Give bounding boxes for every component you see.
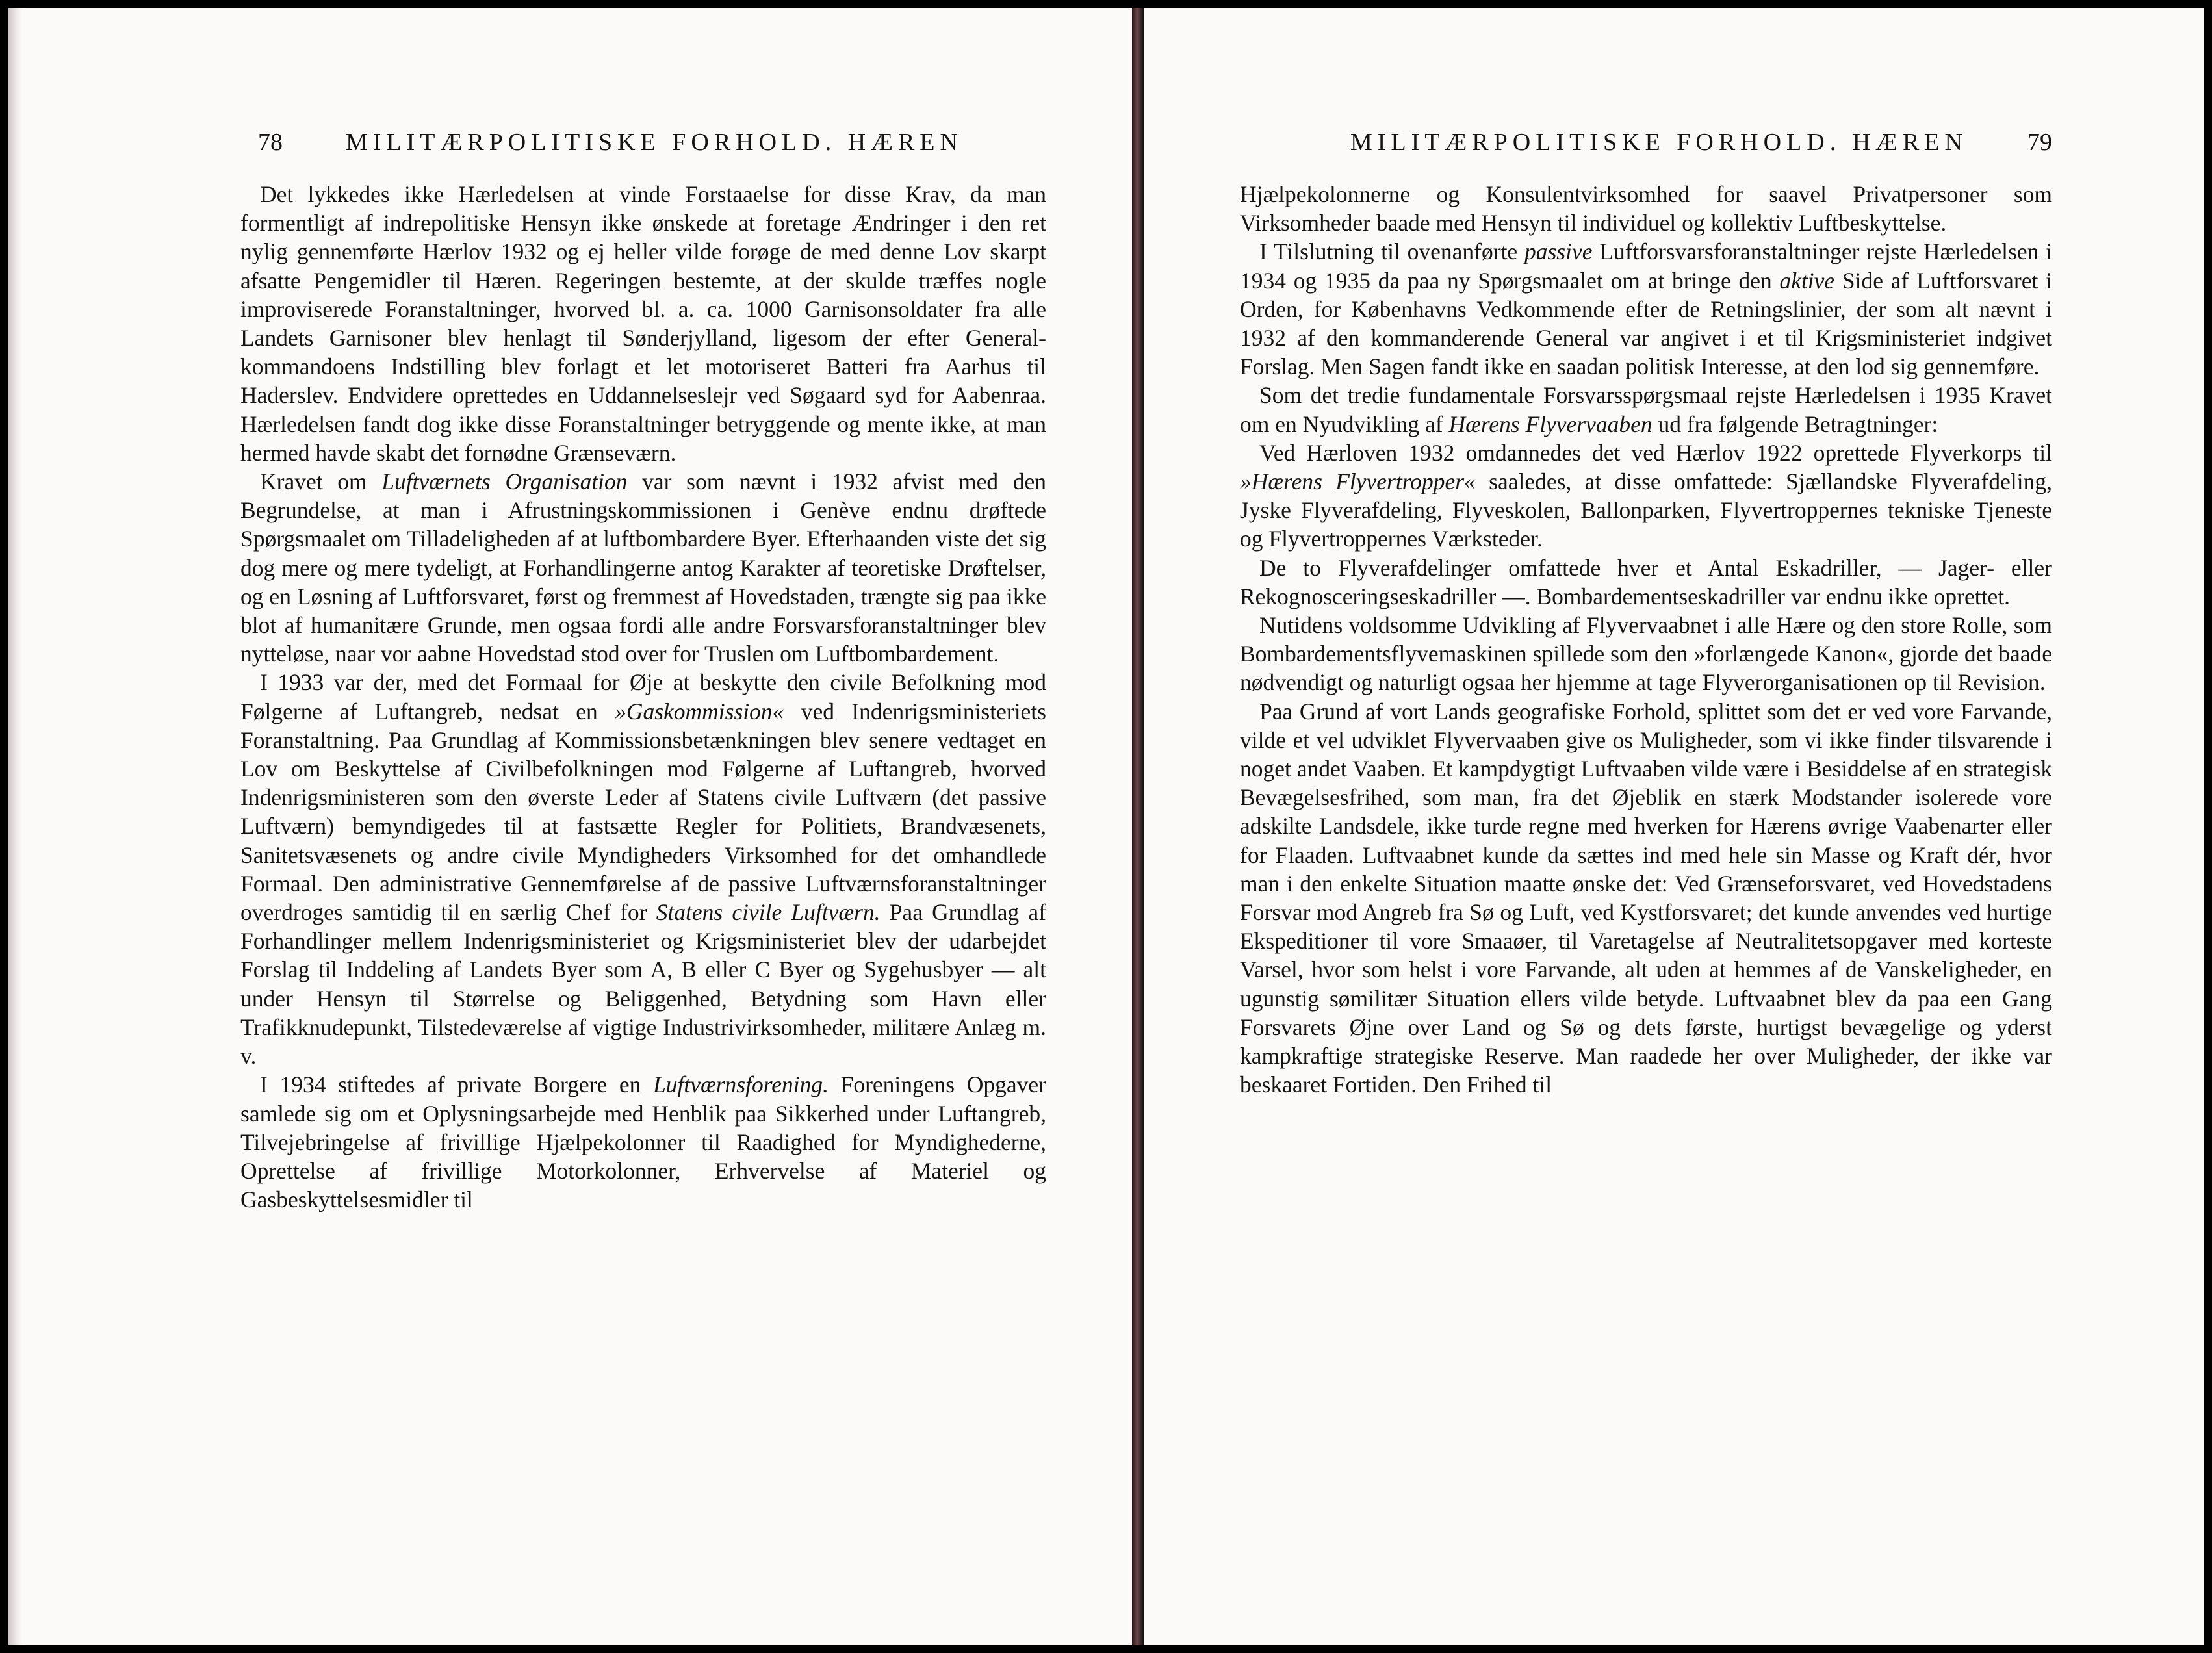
- italic-run: Statens civile Luftværn.: [656, 899, 881, 926]
- text-run: Kravet om: [260, 468, 382, 495]
- paragraph: [240, 668, 1046, 1070]
- body-text: [1240, 180, 2052, 1099]
- text-run: Foreningens Opgaver samlede sig om et Oplysningsarbejde med Henblik paa Sikkerhed under Luftangreb, Tilvejebringelse af frivillige Hjælpekolonner til Raadighed for Myndighederne, Oprettelse af frivillige Motorkolonner, Erhvervelse af Materiel og Gasbeskyttelsesmidler til: [240, 1071, 1046, 1213]
- text-run: Som det tredie fundamentale Forsvarsspørgsmaal rejste Hærledelsen i 1935 Kravet om en Nyudvikling af: [1240, 382, 2052, 437]
- right-page: [1144, 8, 2204, 1645]
- left-page: [8, 8, 1132, 1645]
- running-head: MILITÆRPOLITISKE FORHOLD. HÆREN: [1350, 129, 1968, 156]
- paragraph: [1240, 611, 2052, 697]
- text-run: Det lykkedes ikke Hærledelsen at vinde Forstaaelse for disse Krav, da man formentligt af indrepolitiske Hensyn ikke ønskede at foretage Ændringer i den ret nylig gennemførte Hærlov 1932 og ej heller vilde forøge de med denne Lov skarpt afsatte Pengemidler til Hæren. Regeringen bestemte, at der skulde træffes nogle improviserede Foranstaltninger, hvorved bl. a. ca. 1000 Garnisonsoldater fra alle Landets Garnisoner blev henlagt til Sønderjylland, ligesom der efter General-kommandoens Indstilling blev forlagt et let motoriseret Batteri fra Aarhus til Haderslev. Endvidere oprettedes en Uddannelseslejr ved Søgaard syd for Aabenraa. Hærledelsen fandt dog ikke disse Foranstaltninger betryggende og mente ikke, at man hermed havde skabt det fornødne Grænseværn.: [240, 181, 1046, 466]
- text-run: var som nævnt i 1932 afvist med den Begrundelse, at man i Afrustningskommissionen i Genève endnu drøftede Spørgsmaalet om Tilladeligheden af at luftbombardere Byer. Efterhaanden viste det sig dog mere og mere tydeligt, at Forhandlingerne antog Karakter af teoretiske Drøftelser, og en Løsning af Luftforsvaret, først og fremmest af Hovedstaden, trængte sig paa ikke blot af humanitære Grunde, men ogsaa fordi alle andre Forsvarsforanstaltninger blev nytteløse, naar vor aabne Hovedstad stod over for Truslen om Luftbombardement.: [240, 468, 1046, 667]
- italic-run: passive: [1524, 238, 1593, 265]
- paragraph: [1240, 381, 2052, 438]
- italic-run: Hærens Flyvervaaben: [1448, 411, 1653, 437]
- text-run: I Tilslutning til ovenanførte: [1259, 238, 1524, 265]
- text-run: Hjælpekolonnerne og Konsulentvirksomhed for saavel Privatpersoner som Virksomheder baade med Hensyn til individuel og kollektiv Luftbeskyttelse.: [1240, 181, 2052, 237]
- text-run: ved Indenrigsministeriets Foranstaltning. Paa Grundlag af Kommissionsbetænkningen blev senere vedtaget en Lov om Beskyttelse af Civilbefolkningen mod Følgerne af Luftangreb, hvorved Indenrigsministeren som den øverste Leder af Statens civile Luftværn (det passive Luftværn) bemyndigedes til at fastsætte Regler for Politiets, Brandvæsenets, Sanitetsvæsenets og andre civile Myndigheders Virksomhed for det omhandlede Formaal. Den administrative Gennemførelse af de passive Luftværnsforanstaltninger overdroges samtidig til en særlig Chef for: [240, 698, 1046, 926]
- paragraph: [240, 467, 1046, 668]
- paragraph: [1240, 697, 2052, 1099]
- page-number: 79: [2027, 129, 2052, 156]
- body-text: [240, 180, 1046, 1214]
- text-run: ud fra følgende Betragtninger:: [1652, 411, 1938, 437]
- text-run: Luftforsvarsforanstaltninger rejste Hærledelsen i 1934 og 1935 da paa ny Spørgsmaalet om at bringe den: [1240, 238, 2052, 294]
- page-number: 78: [258, 129, 283, 156]
- paragraph: [1240, 237, 2052, 381]
- text-run: Paa Grund af vort Lands geografiske Forhold, splittet som det er ved vore Farvande, vilde et vel udviklet Flyvervaaben give os Muligheder, som vi ikke finder tilsvarende i noget andet Vaaben. Et kampdygtigt Luftvaaben vilde være i Besiddelse af en strategisk Bevægelsesfrihed, som man, fra det Øjeblik en stærk Modstander isolerede vore adskilte Landsdele, ikke turde regne med hverken for Hærens øvrige Vaabenarter eller for Flaaden. Luftvaabnet kunde da sættes ind med hele sin Masse og Kraft dér, hvor man i den enkelte Situation maatte ønske det: Ved Grænseforsvaret, ved Hovedstadens Forsvar mod Angreb fra Sø og Luft, ved Kystforsvaret; det kunde anvendes ved hurtige Ekspeditioner til vore Smaaøer, til Varetagelse af Neutralitetsopgaver med korteste Varsel, hvor som helst i vore Farvande, alt uden at hemmes af de Vanskeligheder, en ugunstig sømilitær Situation ellers vilde betyde. Luftvaabnet blev da paa een Gang Forsvarets Øjne over Land og Sø og dets første, hurtigst bevægelige og yderst kampkraftige strategiske Reserve. Man raadede her over Muligheder, der ikke var beskaaret Fortiden. Den Frihed til: [1240, 698, 2052, 1098]
- text-run: Side af Luftforsvaret i Orden, for Københavns Vedkommende efter de Retningslinier, der som alt nævnt i 1932 af den kommanderende General var angivet i et til Krigsministeriet indgivet Forslag. Men Sagen fandt ikke en saadan politisk Interesse, at den lod sig gennemføre.: [1240, 267, 2052, 380]
- text-run: I 1933 var der, med det Formaal for Øje at beskytte den civile Befolkning mod Følgerne af Luftangreb, nedsat en: [240, 669, 1046, 724]
- italic-run: »Hærens Flyvertropper«: [1240, 468, 1476, 495]
- paragraph: [1240, 439, 2052, 554]
- italic-run: »Gaskommission«: [615, 698, 784, 724]
- italic-run: aktive: [1779, 267, 1835, 294]
- running-head: MILITÆRPOLITISKE FORHOLD. HÆREN: [346, 129, 963, 156]
- italic-run: Luftværnets Organisation: [381, 468, 628, 495]
- text-run: Ved Hærloven 1932 omdannedes det ved Hærlov 1922 oprettede Flyverkorps til: [1259, 439, 2052, 466]
- text-run: I 1934 stiftedes af private Borgere en: [260, 1071, 654, 1098]
- paragraph: [1240, 180, 2052, 237]
- italic-run: Luftværnsforening.: [653, 1071, 829, 1098]
- text-run: De to Flyverafdelinger omfattede hver et Antal Eskadriller, — Jager- eller Rekognosceringseskadriller —. Bombardementseskadriller var endnu ikke oprettet.: [1240, 554, 2052, 609]
- text-run: Paa Grundlag af Forhandlinger mellem Indenrigsministeriet og Krigsministeriet blev der udarbejdet Forslag til Inddeling af Landets Byer som A, B eller C Byer og Sygehusbyer — alt under Hensyn til Størrelse og Beliggenhed, Betydning som Havn eller Trafikknudepunkt, Tilstedeværelse af vigtige Industrivirksomheder, militære Anlæg m. v.: [240, 899, 1046, 1070]
- paragraph: [240, 180, 1046, 467]
- text-run: Nutidens voldsomme Udvikling af Flyvervaabnet i alle Hære og den store Rolle, som Bombardementsflyvemaskinen spillede som den »forlængede Kanon«, gjorde det baade nødvendigt og naturligt ogsaa her hjemme at tage Flyverorganisationen op til Revision.: [1240, 612, 2052, 696]
- paragraph: [240, 1070, 1046, 1214]
- paragraph: [1240, 554, 2052, 611]
- text-run: saaledes, at disse omfattede: Sjællandske Flyverafdeling, Jyske Flyverafdeling, Flyveskolen, Ballonparken, Flyvertroppernes tekniske Tjeneste og Flyvertroppernes Værksteder.: [1240, 468, 2052, 552]
- book-gutter: [1132, 8, 1144, 1645]
